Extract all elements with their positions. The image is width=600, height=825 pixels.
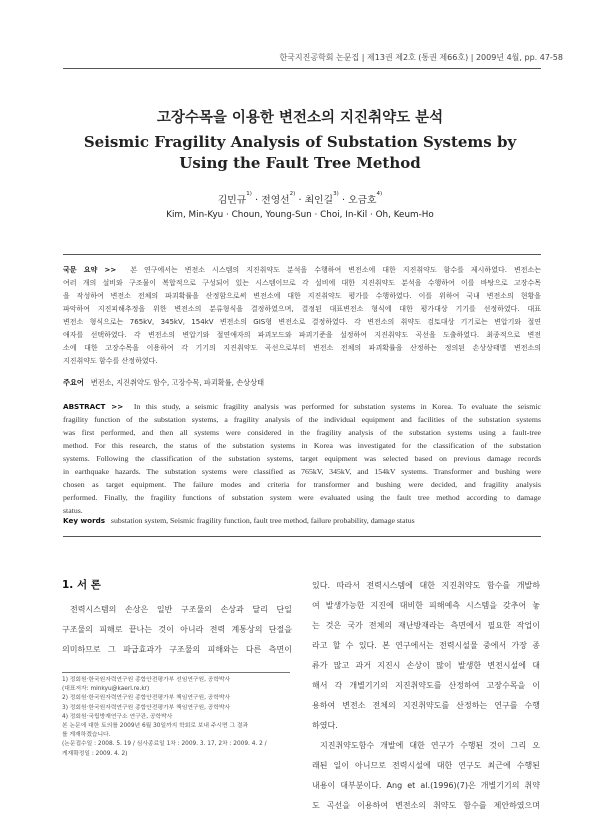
body-line: 있다. 따라서 전력시스템에 대한 지진취약도 함수를 개발하: [312, 581, 540, 590]
abstract-korean-label: 국문 요약 >>: [63, 266, 117, 274]
author-name: 최인길: [304, 195, 334, 206]
body-line: 여 발생가능한 지진에 대비한 피해예측 시스템을 갖추어 놓: [312, 601, 540, 610]
footnote-line: 2) 정회원·한국원자력연구원 종합안전평가부 책임연구원, 공학박사: [62, 695, 231, 702]
body-line: 지진취약도함수 개발에 대한 연구가 수행된 것이 그리 오: [320, 741, 540, 750]
footnote-line: 본 논문에 대한 토의를 2009년 6월 30일까지 학회로 보내 주시면 그 결과: [62, 723, 249, 730]
body-line: 전력시스템의 손상은 일반 구조물의 손상과 달리 단일: [70, 605, 292, 614]
abstract-english-line: ABSTRACT >> In this study, a seismic fragility analysis was performed for substation systems in Korea. To evaluate the seismic: [63, 402, 541, 411]
body-line: 구조물의 피해로 끝나는 것이 아니라 전력 계통상의 단절을: [62, 625, 292, 634]
abstract-korean-line: 소에 대한 고장수목을 이용하여 각 기기의 지진취약도 곡선으로부터 변전소 전체의 파괴확률을 산정하는 정의된 손상상태별 변전소의: [63, 344, 541, 352]
body-line: 류가 많고 과거 지진시 손상이 많이 발생한 변전시설에 대: [312, 661, 540, 670]
body-line: 는 것은 국가 전체의 재난방재라는 측면에서 필요한 작업이: [312, 621, 540, 630]
authors-korean: [0, 192, 600, 206]
abstract-english-line: method. For this research, the status of the substation systems in Korea was investigated for the classification of the substation: [63, 441, 541, 450]
author-name: 전영선: [261, 195, 290, 206]
keywords-korean: [63, 378, 541, 388]
abstract-english-line: performed. Finally, the fragility functions of substation system were evaluated using the fault tree method according to damage: [63, 493, 541, 502]
abstract-english: [63, 400, 541, 517]
abstract-korean-line: 국문 요약 >> 본 연구에서는 변전소 시스템의 지진취약도 분석을 수행하여 변전소에 대한 지진취약도 함수를 제시하였다. 변전소는: [63, 266, 541, 274]
keywords-english: [63, 516, 541, 525]
intro-right-column: [312, 576, 540, 816]
footnotes: [62, 676, 292, 759]
title-english-line-1: Seismic Fragility Analysis of Substation Systems by: [83, 133, 517, 151]
abstract-korean-line: 변전소 형식으로는 765kV, 345kV, 154kV 변전소의 GIS형 변전소로 결정하였다. 각 변전소의 취약도 검토대상 기기로는 변압기와 절연: [63, 318, 541, 326]
abstract-english-line: status.: [63, 506, 83, 515]
header-rule: [63, 68, 541, 69]
footnote-line: 게재확정일 : 2009. 4. 2): [62, 750, 128, 757]
keywords-english-label: Key words: [63, 516, 106, 525]
footnote-line: (대표저자: minkyu@kaeri.re.kr): [62, 686, 150, 693]
abstract-korean-line: 을 작성하여 변전소 전체의 파괴확률을 산정함으로써 변전소에 대한 지진취약도 평가를 수행하였다. 이를 위하여 국내 변전소의 현황을: [63, 292, 541, 300]
abstract-korean-line: 여러 개의 설비와 구조물이 복합적으로 구성되어 있는 시스템이므로 각 설비에 대한 지진취약도 분석을 수행하여 이를 바탕으로 고장수목: [63, 279, 541, 287]
title-korean: 고장수목을 이용한 변전소의 지진취약도 분석: [156, 110, 444, 126]
author-separator: ·: [298, 195, 302, 206]
abstract-korean: [63, 264, 541, 368]
author-name: 김민규: [217, 195, 247, 206]
author-mark: 1): [246, 191, 252, 197]
abstract-korean-line: 애자를 선택하였다. 각 변전소의 변압기와 절연애자의 파괴모드와 파괴기준을 설정하여 지진취약도 곡선을 도출하였다. 최종적으로 변전: [63, 331, 541, 339]
abstract-english-line: was first performed, and then all systems were considered in the fragility analysis of the substation systems using a fault-tree: [63, 428, 541, 437]
abstract-bottom-rule: [63, 536, 541, 537]
keywords-korean-text: 변전소, 지진취약도 함수, 고장수목, 파괴확률, 손상상태: [90, 378, 265, 387]
authors-english: Kim, Min-Kyu · Choun, Young-Sun · Choi, In-Kil · Oh, Keum-Ho: [166, 210, 434, 220]
body-line: 하였다.: [312, 721, 338, 730]
footnote-line: (논문접수일 : 2008. 5. 19 / 심사종료일 1차 : 2009. 3. 17, 2차 : 2009. 4. 2 /: [62, 741, 267, 748]
author-mark: 4): [376, 191, 383, 197]
title-english: [0, 132, 600, 174]
body-line: 용하여 변전소 전체의 지진취약도를 산정하는 연구를 수행: [312, 701, 540, 710]
footnote-line: 3) 정회원·한국원자력연구원 종합안전평가부 책임연구원, 공학박사: [62, 704, 231, 711]
body-line: 도 곡선을 이용하여 변전소의 취약도 함수를 제안하였으며: [312, 801, 540, 810]
author-separator: ·: [255, 195, 259, 206]
abstract-english-line: chosen as target equipment. The failure modes and criteria for transformer and bushing were decided, and fragility analysis: [63, 480, 541, 489]
keywords-korean-label: 주요어: [63, 378, 84, 387]
footnote-line: 4) 정회원·국립방재연구소 연구관, 공학박사: [62, 713, 173, 720]
body-line: 내용이 대부분이다. Ang et al.(1996)(7)은 개별기기의 취약: [312, 781, 540, 790]
author-mark: 3): [333, 191, 339, 197]
footnote-line: 1) 정회원·한국원자력연구원 종합안전평가부 선임연구원, 공학박사: [62, 677, 231, 683]
abstract-english-line: in earthquake hazards. The substation systems were classified as 765kV, 345kV, and 154kV systems. Transformer and bushing were: [63, 467, 541, 476]
footnote-line: 를 게재하겠습니다.: [62, 732, 111, 739]
abstract-english-line: systems. Following the classification of the substation systems, target equipment was selected based on previous damage records: [63, 454, 541, 463]
author-separator: ·: [341, 195, 345, 206]
author-mark: 2): [289, 191, 296, 197]
body-line: 래된 일이 아니므로 전력시설에 대한 연구도 최근에 수행된: [312, 761, 540, 770]
section-heading: 1. 서 론: [62, 579, 101, 591]
abstract-english-label: ABSTRACT >>: [63, 402, 124, 411]
keywords-english-text: substation system, Seismic fragility function, fault tree method, failure probability, damage status: [110, 516, 415, 525]
title-english-line-2: Using the Fault Tree Method: [179, 154, 421, 172]
abstract-english-line: fragility function of the substation systems, a fragility analysis of the individual equipment and facilities of the substation systems: [63, 415, 541, 424]
body-line: 해서 각 개별기기의 지진취약도를 산정하여 고장수목을 이: [312, 681, 540, 690]
running-head: 한국지진공학회 논문집 | 제13권 제2호 (통권 제66호) | 2009년 4월, pp. 47-58: [279, 53, 563, 62]
abstract-top-rule: [63, 254, 541, 255]
abstract-korean-line: 파악하여 지진피해추정을 위한 변전소의 분류형식을 결정하였으며, 결정된 대표변전소 형식에 대한 평가대상 기기를 선정하였다. 대표: [63, 305, 541, 313]
intro-left-column: [62, 600, 292, 660]
body-line: 의미하므로 그 파급효과가 구조물의 피해와는 다른 측면이: [62, 645, 292, 654]
abstract-korean-line: 지진취약도 함수를 산정하였다.: [63, 357, 158, 365]
footnote-rule: [62, 672, 290, 673]
body-line: 라고 할 수 있다. 본 연구에서는 전력시설물 중에서 가장 종: [312, 641, 540, 650]
author-name: 오금호: [348, 195, 377, 206]
